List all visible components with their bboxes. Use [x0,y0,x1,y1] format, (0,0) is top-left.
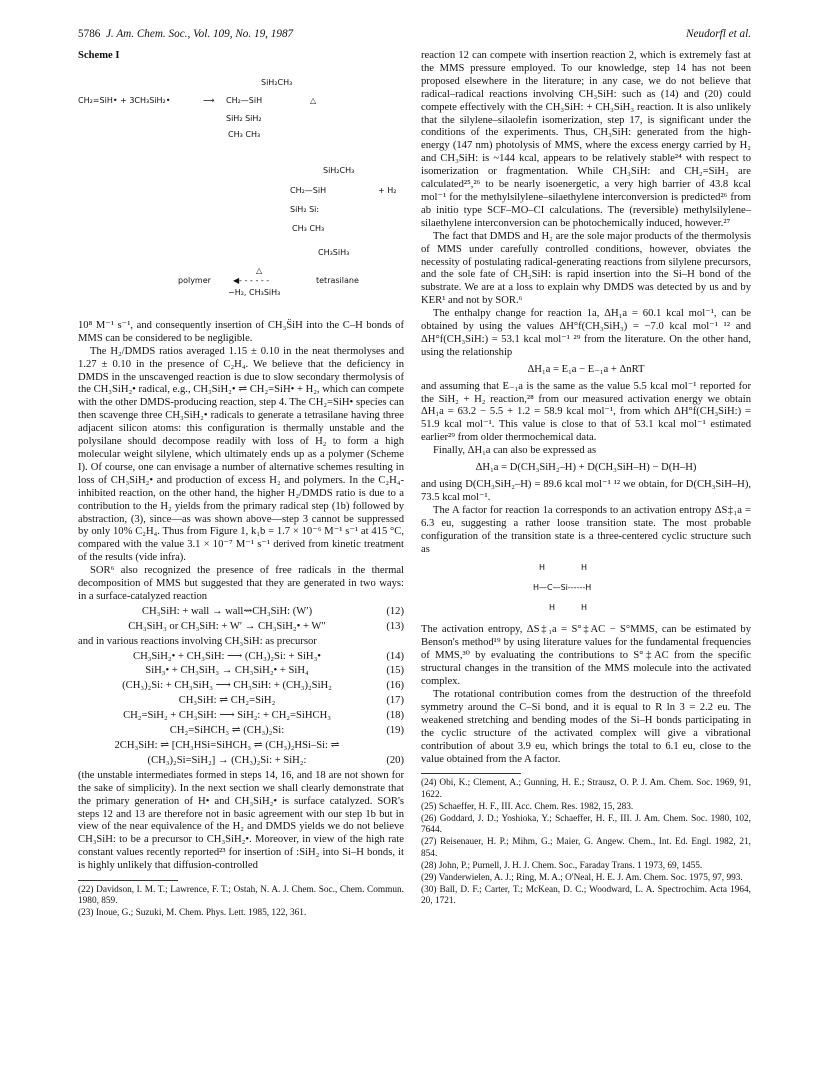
ts-h-bottom-left: H [549,603,556,613]
equation-number: (20) [386,754,404,766]
ts-h-top-left: H [539,563,546,573]
equation-number: (19) [386,725,404,737]
ts-main-chain: H—C—Si------H [533,583,592,593]
left-column [78,50,404,921]
reagent-label: CH₃SiH₃ [318,247,350,257]
scheme-reactant: CH₂=SiH• + 3CH₃SiH₂• [78,95,171,105]
paragraph: The fact that DMDS and H₂ are the sole major products of the thermolysis of MMS under carefully controlled conditions, however, obviates the necessity of postulating radical-generating reactions from silylene precursors, and the sole fate of CH₃SiH: is rapid insertion into the Si–H bond of the substrate. We are at a loss to explain why DMDS was detected by us and by KER¹ and not by SOR.⁶ [421,230,751,307]
struct2-mid: CH₂—SiH [290,185,327,195]
polymer-label: polymer [178,275,211,285]
paragraph: The rotational contribution comes from the destruction of the threefold symmetry around the C–Si bond, and it is equal to R ln 3 = 2.2 eu. The weakened stretching and bending modes of the Si–H bonds participating in the cyclic structure of the activated complex will give a vibrational contribution of about 3.9 eu, which brings the total to 6.1 eu, close to the value obtained from the A factor. [421,688,751,765]
paragraph: 10⁸ M⁻¹ s⁻¹, and consequently insertion of CH₃S̈iH into the C–H bonds of MMS can be considered to be negligible. [78,319,404,344]
paragraph: and using D(CH₃SiH₂–H) = 89.6 kcal mol⁻¹ ¹² we obtain, for D(CH₃SiH–H), 73.5 kcal mol⁻¹. [421,479,751,503]
ts-h-top-right: H [581,563,588,573]
ts-h-bottom-right: H [581,603,588,613]
footnote-22: (22) Davidson, I. M. T.; Lawrence, F. T.; Ostah, N. A. J. Chem. Soc., Chem. Commun. 1980, 859. [78,885,404,907]
equation-text: CH₃SiH₂• + CH₃SiH: ⟶ (CH₃)₂Si: + SiH₃• [133,650,321,662]
equation-20 [78,740,404,753]
equation-text: SiH₃• + CH₃SiH₃ → CH₃SiH₂• + SiH₄ [145,665,309,677]
footnote-divider [78,880,178,881]
tetrasilane-label: tetrasilane [316,275,359,285]
struct2-top: SiH₂CH₃ [323,165,355,175]
struct2-bot: CH₃ CH₃ [292,223,325,233]
footnote-29: (29) Vanderwielen, A. J.; Ring, M. A.; O'Neal, H. E. J. Am. Chem. Soc. 1975, 97, 993. [421,873,743,884]
footnote-30: (30) Ball, D. F.; Carter, T.; McKean, D. C.; Woodward, L. A. Spectrochim. Acta 1964, 20, 1721. [421,885,751,907]
paragraph: reaction 12 can compete with insertion reaction 2, which is extremely fast at the MMS pressure employed. To our knowledge, step 14 has not been proposed elsewhere in the literature; in any case, we do not believe that radical–radical reactions involving CH₃SiH: such as (14) and (20) could compete effectively with the CH₃SiH: + CH₃SiH₃ reaction. It is also unlikely that the silylene–silaolefin isomerization, step 17, is significant under the conditions of the experiments. Thus, CH₃SiH: generated from the high-energy (147 nm) photolysis of MMS, where the excess energy carried by H₂ and CH₃SiH: is ~144 kcal, appears to be relatively stable²⁴ with respect to isomerization or fragmentation. While CH₃SiH: and CH₂=SiH₂ are calculated²⁵,²⁶ to be nearly isoenergetic, a very high barrier of 43.8 kcal mol⁻¹ for the methylsilylene–silaethylene interconversion is predicted²⁶ from ab initio type SCF–MO–CI calculations. The (reversible) methylsilylene–silaethylene interconversion can be photochemically induced, however.²⁷ [421,50,751,229]
equation-16 [78,680,404,693]
equation-number: (14) [386,650,404,662]
equation-text: (CH₃)₂Si=SiH₂] → (CH₃)₂Si: + SiH₂: [147,754,307,766]
journal-title: J. Am. Chem. Soc., Vol. 109, No. 19, 1987 [105,28,294,40]
scheme-title: Scheme I [78,50,120,61]
equation-number: (18) [386,710,404,722]
equation-number: (15) [386,665,404,677]
struct1-top: SiH₂CH₃ [261,77,293,87]
footnote-23: (23) Inoue, G.; Suzuki, M. Chem. Phys. Lett. 1985, 122, 361. [78,908,307,919]
footnote-27: (27) Reisenauer, H. P.; Mihm, G.; Maier, G. Angew. Chem., Int. Ed. Engl. 1982, 21, 854. [421,837,751,859]
author-line: Neudorfl et al. [686,28,751,40]
page-number: 5786 [78,28,101,40]
equation-19 [78,725,404,738]
paragraph: The enthalpy change for reaction 1a, ΔH₁a = 60.1 kcal mol⁻¹, can be obtained by using the values ΔH°f(CH₃SiH₃) = −7.0 kcal mol⁻¹ ¹² and ΔH°f(CH₃SiH:) = 53.1 kcal mol⁻¹ ²⁹ from the literature. On the other hand, using the relationship [421,308,751,358]
paragraph: The H₂/DMDS ratios averaged 1.15 ± 0.10 in the neat thermolyses and 1.27 ± 0.10 in the presence of C₂H₄. We believe that the deficiency in DMDS in the unscavenged reaction is due to slow secondary thermolysis of the CH₃SiH₂• radical, e.g., CH₃SiH₂• ⇌ CH₂=SiH• + H₂, which can compete with the other DMDS-producing reaction, step 4. The CH₂=SiH• species can then scavenge three CH₃SiH₂• radicals to generate a tetrasilane having three adjacent silicon atoms: this configuration is thermally unstable and the polysilane should decompose readily with loss of H₂ to form a high molecular weight silylene, which ultimately ends up as a polymer (Scheme I). Of course, one can envisage a number of alternative schemes resulting in loss of CH₃SiH₂• and production of excess H₂ and polymers. In the C₂H₄-inhibited reaction, on the other hand, the higher H₂/DMDS ratio is due to a contribution to the H₂ yields from the primary radical step (1b) followed by abstraction, (3), since—as was shown above—step 3 cannot be suppressed by only 10% C₂H₄. Thus from Figure 1, k₁b = 1.7 × 10⁻⁶ M⁻¹ s⁻¹ at 415 °C, compared with the value 3.1 × 10⁻⁷ M⁻¹ s⁻¹ derived from kinetic treatment of the results (vide infra). [78,345,404,564]
struct1-mid: CH₂—SiH [226,95,263,105]
heat-symbol: △ [310,95,317,105]
footnote-25: (25) Schaeffer, H. F., III. Acc. Chem. Res. 1982, 15, 283. [421,801,634,812]
struct1-low: SiH₂ SiH₂ [226,113,262,123]
equation-number: (16) [386,680,404,692]
equation-12 [78,606,404,619]
transition-state-structure [421,560,751,618]
equation-number: (12) [386,605,404,617]
equation-text: CH₂=SiH₂ + CH₃SiH: ⟶ SiH₂: + CH₂=SiHCH₃ [123,710,331,722]
arrow-glyph: ⟶ [203,95,215,105]
scheme-diagram [78,67,404,320]
footnote-24: (24) Obi, K.; Clement, A.; Gunning, H. E.; Strausz, O. P. J. Am. Chem. Soc. 1969, 91, 1622. [421,778,751,800]
equation-text: (CH₃)₂Si: + CH₃SiH₃ ⟶ CH₃SiH: + (CH₃)₂SiH₂ [122,680,332,692]
footnote-28: (28) John, P.; Purnell, J. H. J. Chem. Soc., Faraday Trans. 1 1973, 69, 1455. [421,860,703,871]
paragraph: Finally, ΔH₁a can also be expressed as [433,445,597,457]
heat-symbol-2: △ [256,265,263,275]
footnote-divider [421,773,521,774]
page-header [78,28,751,42]
equation-text: 2CH₃SiH: ⇌ [CH₃HSi=SiHCH₃ ⇌ (CH₃)₂HSi–Si: ⇌ [114,740,340,751]
equation-bond-energies: ΔH₁a = D(CH₃SiH₂–H) + D(CH₃SiH–H) − D(H–H) [475,462,697,474]
equation-14 [78,651,404,664]
equation-number: (13) [386,620,404,632]
dashed-arrow: ◀- - - - - - [233,275,270,285]
equation-text: CH₃SiH: ⇌ CH₂=SiH₂ [178,695,276,707]
equation-18 [78,710,404,723]
equation-20-cont [78,755,404,768]
equation-text: CH₂=SiHCH₃ ⇌ (CH₃)₂Si: [169,725,285,737]
elimination-label: −H₂, CH₃SiH₃ [228,287,281,297]
paragraph: and assuming that E₋₁a is the same as the value 5.5 kcal mol⁻¹ reported for the SiH₂ + H₂ reaction,²⁸ from our measured activation energy we obtain ΔH₁a = 63.2 − 5.5 + 1.2 = 58.9 kcal mol⁻¹, from which ΔH°f(CH₃SiH:) = 51.9 kcal mol⁻¹. This value is close to that of 53.1 kcal mol⁻¹ estimated earlier²⁹ from older thermochemical data. [421,380,751,444]
equation-15 [78,665,404,678]
equation-dh1a: ΔH₁a = E₁a − E₋₁a + ΔnRT [527,363,645,375]
equation-17 [78,695,404,708]
equation-text: CH₃SiH₃ or CH₃SiH: + W′ → CH₃SiH₂• + W″ [128,620,326,632]
h2-product: + H₂ [378,185,397,195]
paragraph: (the unstable intermediates formed in steps 14, 16, and 18 are not shown for the sake of simplicity). In the next section we shall clearly demonstrate that the primary generation of H• and CH₃SiH₂• is surface catalyzed. SOR's steps 12 and 13 are therefore not in basic agreement with our step 1b but in view of the near equivalence of the H₂ and DMDS yields we do not believe CH₃SiH: to be a precursor to CH₃SiH₂•. Moreover, in view of the high rate constant values recently reported²³ for insertion of :SiH₂ into Si–H bonds, it is highly unlikely that diffusion-controlled [78,769,404,872]
paragraph: SOR⁶ also recognized the presence of free radicals in the thermal decomposition of MMS but suggested that they are generated in two ways: in a surface-catalyzed reaction [78,565,404,602]
paragraph: The A factor for reaction 1a corresponds to an activation entropy ΔS‡₁a = 6.3 eu, suggesting a rather loose transition state. The most probable configuration of the transition state is a three-centered cyclic structure such as [421,504,751,555]
footnote-26: (26) Goddard, J. D.; Yoshioka, Y.; Schaeffer, H. F., III. J. Am. Chem. Soc. 1980, 102, 7644. [421,814,751,836]
equation-text: CH₃SiH: + wall → wall⇝CH₃SiH: (W′) [141,605,313,617]
journal-citation [78,28,293,40]
right-column [421,50,751,909]
paragraph: and in various reactions involving CH₃SiH: as precursor [78,635,317,647]
paragraph: The activation entropy, ΔS‡₁a = S°‡AC − S°MMS, can be estimated by Benson's method¹⁹ by using literature values for the fundamental frequencies of MMS,³⁰ by evaluating the contributions to S°‡AC from the specific structural changes in the transition of the MMS molecule into the activated complex. [421,624,751,688]
struct2-low: SiH₂ Si: [290,204,320,214]
equation-number: (17) [386,695,404,707]
struct1-bot: CH₃ CH₃ [228,129,261,139]
equation-13 [78,621,404,634]
